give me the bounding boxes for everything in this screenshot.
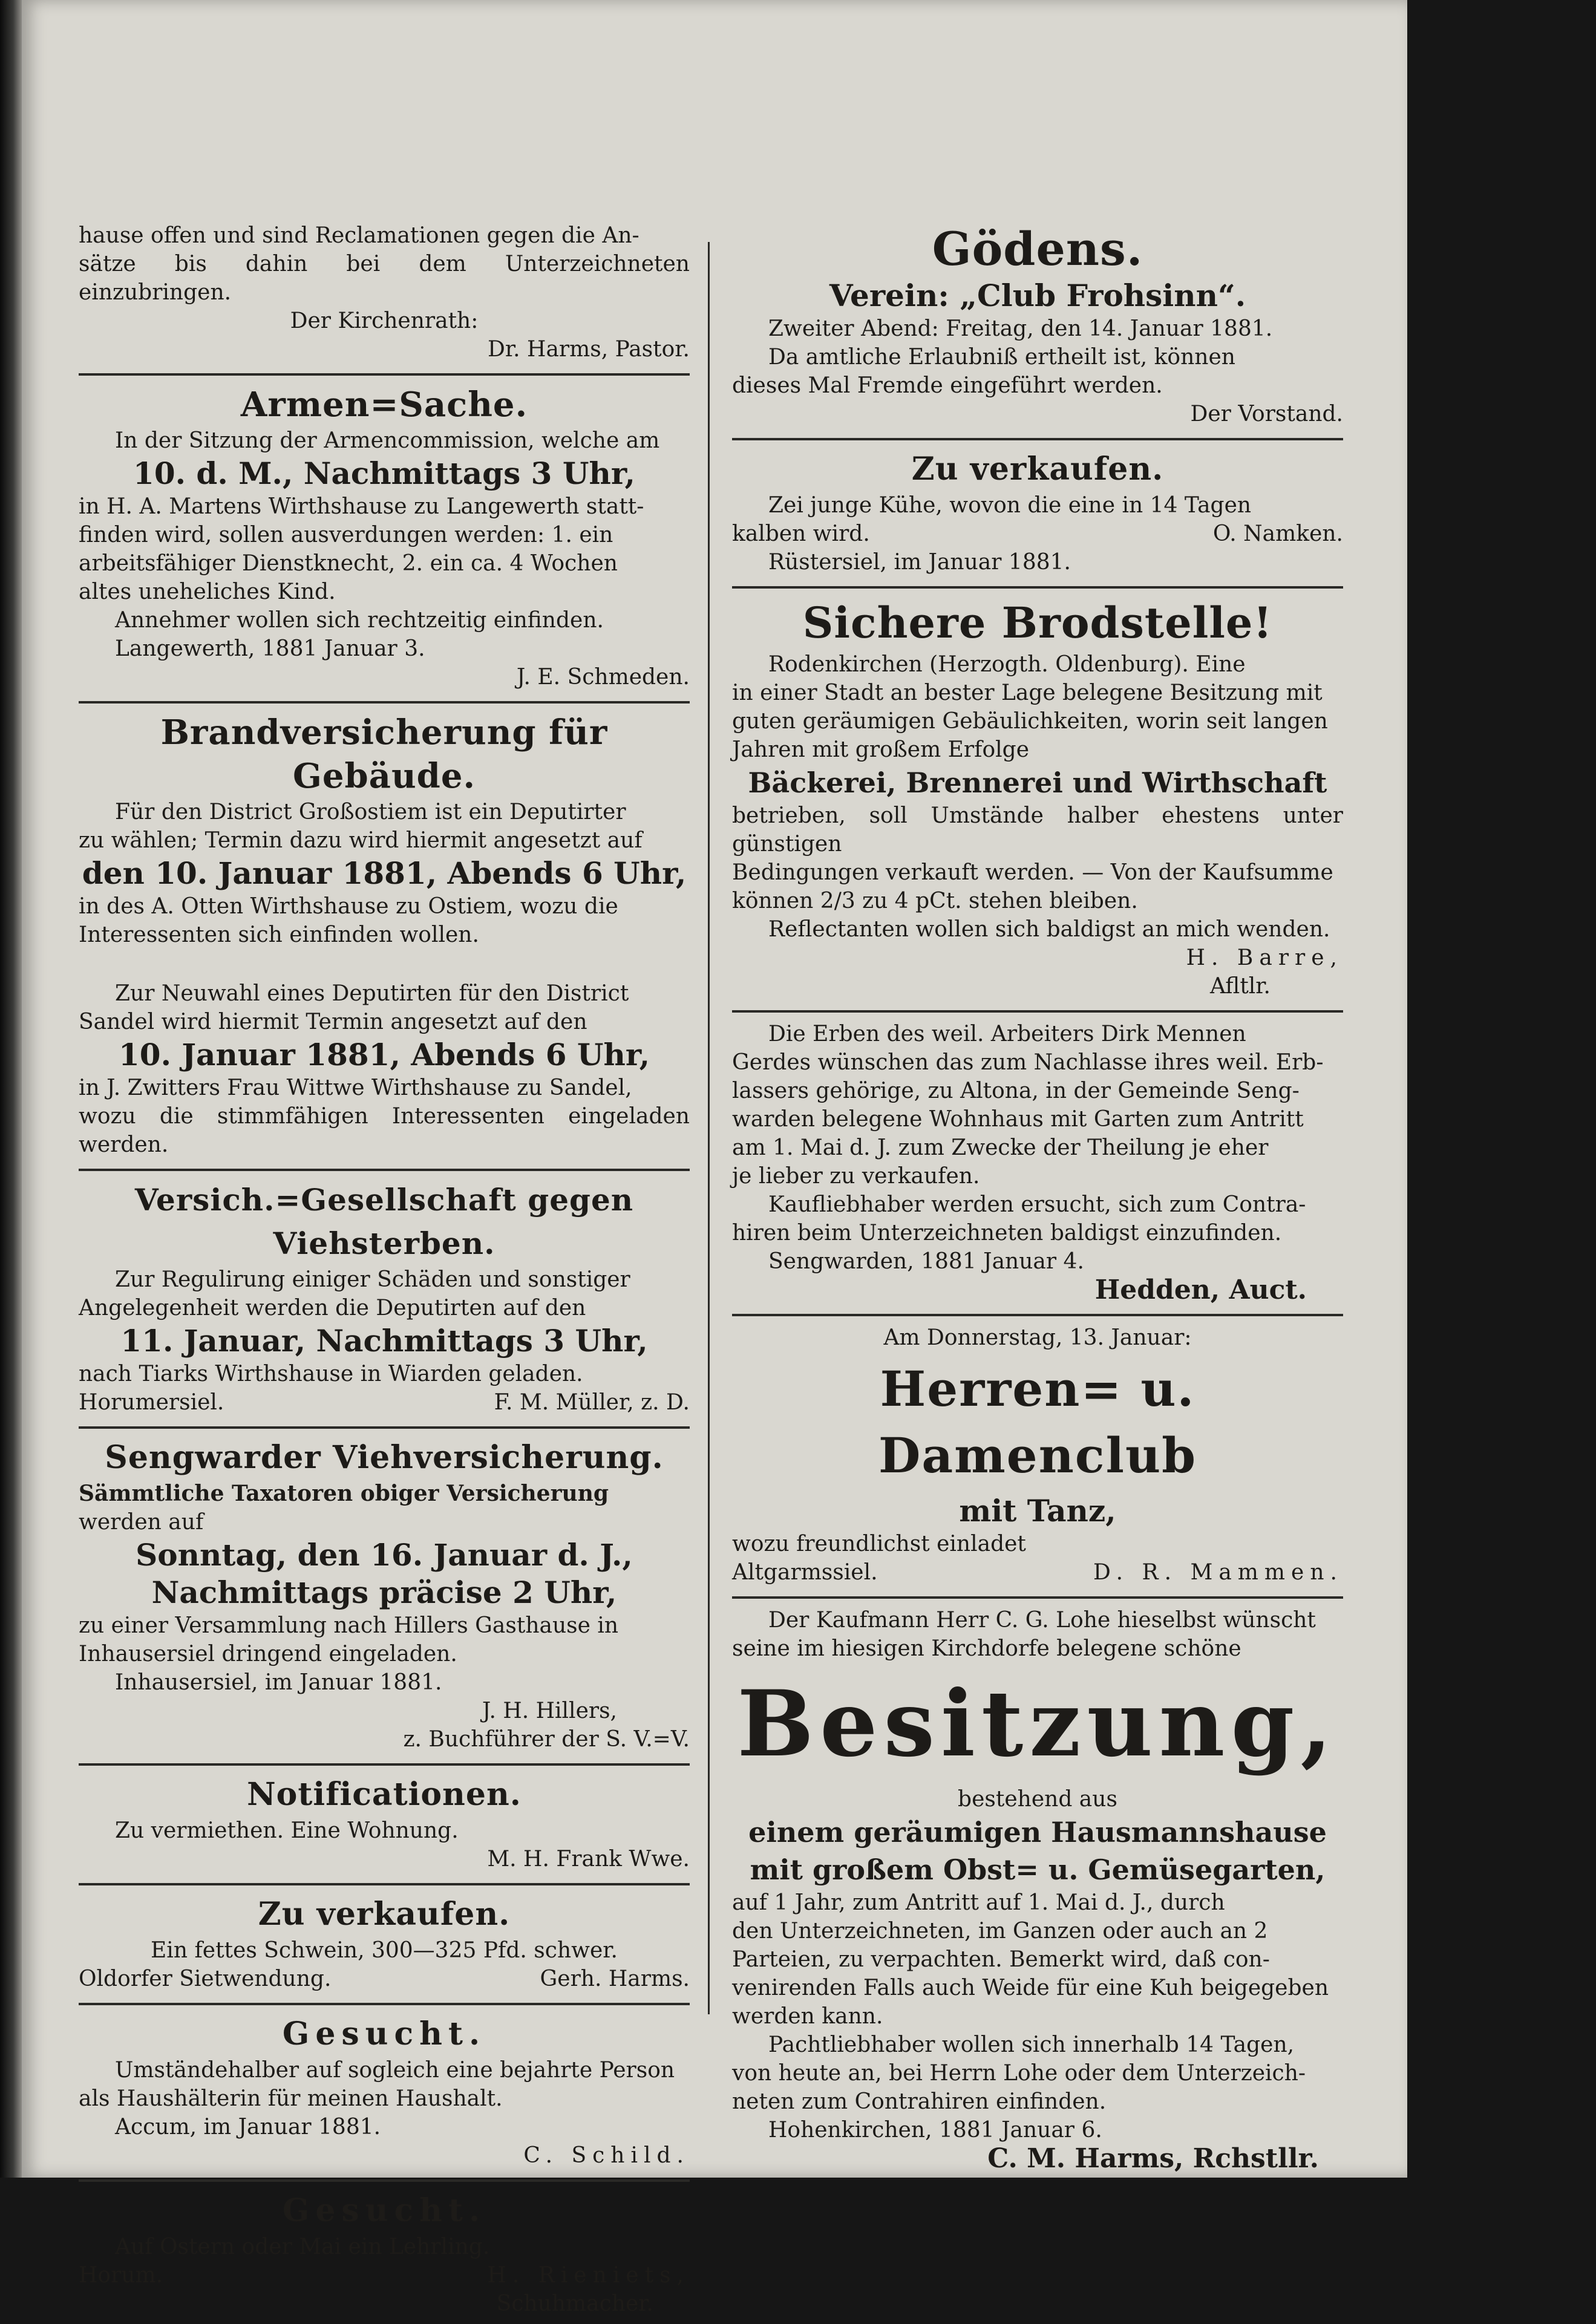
text-line: betrieben, soll Umstände halber ehestens unter günstigen	[732, 803, 1343, 857]
poor-relief-ad	[79, 379, 690, 697]
text-line: Sandel wird hiermit Termin angesetzt auf den	[79, 1010, 587, 1034]
cattle-insurance-ad	[79, 1175, 690, 1423]
text-line: Reflectanten wollen sich baldigst an mich wenden.	[768, 917, 1330, 942]
column-divider	[708, 242, 710, 2014]
church-council-notice	[79, 218, 690, 370]
text-line: Am Donnerstag, 13. Januar:	[883, 1325, 1192, 1350]
place-signature-line	[79, 2261, 690, 2290]
text-line: seine im hiesigen Kirchdorfe belegene schöne	[732, 1636, 1241, 1661]
divider	[732, 438, 1343, 440]
text-line: Sengwarden, 1881 Januar 4.	[768, 1249, 1084, 1274]
text-line: Umständehalber auf sogleich eine bejahrte Person	[115, 2058, 675, 2083]
text-line: warden belegene Wohnhaus mit Garten zum Antritt	[732, 1107, 1304, 1132]
place: Horumersiel.	[79, 1390, 224, 1415]
text-fragment: kalben wird.	[732, 521, 870, 546]
text-line: dieses Mal Fremde eingeführt werden.	[732, 373, 1163, 398]
text-line: am 1. Mai d. J. zum Zwecke der Theilung je eher	[732, 1135, 1269, 1160]
divider	[79, 2003, 690, 2005]
place-signature-line	[79, 1388, 690, 1417]
ad-title: Brandversicherung für Gebäude.	[160, 713, 608, 796]
place: Oldorfer Sietwendung.	[79, 1967, 332, 1991]
text-line: Der Kirchenrath:	[290, 308, 479, 333]
text-line: hause offen und sind Reclamationen gegen die An-	[79, 223, 639, 248]
text-line: Inhausersiel dringend eingeladen.	[79, 1642, 457, 1666]
text-line: wozu die stimmfähigen Interessenten eingeladen werden.	[79, 1104, 690, 1157]
text-line: bestehend aus	[958, 1787, 1117, 1812]
text-line: Angelegenheit werden die Deputirten auf den	[79, 1296, 586, 1320]
signature: D. R. Mammen.	[1093, 1560, 1343, 1585]
signature: O. Namken.	[1212, 521, 1343, 546]
signature: Gerh. Harms.	[540, 1967, 690, 1991]
signature: F. M. Müller, z. D.	[494, 1390, 690, 1415]
signature: J. E. Schmeden.	[516, 665, 690, 690]
text-line: Rodenkirchen (Herzogth. Oldenburg). Eine	[768, 652, 1246, 677]
ad-highlight: mit großem Obst= u. Gemüsegarten,	[750, 1853, 1326, 1886]
ad-title: Armen=Sache.	[240, 385, 528, 425]
text-line: in J. Zwitters Frau Wittwe Wirthshause zu Sandel,	[79, 1076, 632, 1100]
text-line: Die Erben des weil. Arbeiters Dirk Mennen	[768, 1022, 1246, 1046]
bakery-sale-ad	[732, 592, 1343, 1007]
text-signature-line	[732, 520, 1343, 548]
text-line: venirenden Falls auch Weide für eine Kuh beigegeben	[732, 1976, 1329, 2000]
divider	[79, 1763, 690, 1766]
text-line: sätze bis dahin bei dem Unterzeichneten einzubringen.	[79, 252, 690, 305]
divider	[79, 1883, 690, 1885]
ad-title: Sengwarder Viehversicherung.	[105, 1439, 664, 1476]
deputy-election-ad	[79, 955, 690, 1165]
text-line: neten zum Contrahiren einfinden.	[732, 2089, 1107, 2114]
text-line: Zur Regulirung einiger Schäden und sonstiger	[115, 1267, 630, 1292]
ad-date: Sonntag, den 16. Januar d. J.,	[136, 1537, 633, 1573]
text-line: Zweiter Abend: Freitag, den 14. Januar 1881.	[768, 316, 1273, 341]
left-column	[79, 218, 690, 2324]
signature-title: Afltlr.	[1209, 974, 1271, 999]
pig-sale-ad	[79, 1889, 690, 1999]
divider	[79, 1169, 690, 1171]
text-line: In der Sitzung der Armencommission, welche am	[115, 428, 660, 453]
signature: Hedden, Auct.	[1094, 1275, 1307, 1305]
text-line: Parteien, zu verpachten. Bemerkt wird, daß con-	[732, 1947, 1270, 1972]
apprentice-wanted-ad	[79, 2185, 690, 2324]
text-line: in H. A. Martens Wirthshause zu Langewerth statt-	[79, 494, 644, 519]
text-line: finden wird, sollen ausverdungen werden: 1. ein	[79, 523, 613, 547]
text-line: Da amtliche Erlaubniß ertheilt ist, können	[768, 345, 1235, 370]
divider	[732, 586, 1343, 589]
ad-time: Nachmittags präcise 2 Uhr,	[151, 1575, 617, 1610]
cows-sale-ad	[732, 444, 1343, 583]
divider	[79, 373, 690, 376]
ad-subtitle: mit Tanz,	[959, 1493, 1116, 1529]
place-signature-line	[79, 1965, 690, 1993]
place: Horum.	[79, 2263, 163, 2288]
sengwarder-cattle-ad	[79, 1432, 690, 1760]
divider	[79, 2179, 690, 2182]
signature-title: Schuhmacher.	[496, 2291, 653, 2316]
ad-date: 11. Januar, Nachmittags 3 Uhr,	[120, 1323, 648, 1359]
text-line: Ein fettes Schwein, 300—325 Pfd. schwer.	[151, 1938, 618, 1963]
text-line: Zu vermiethen. Eine Wohnung.	[115, 1818, 459, 1843]
ad-date: 10. d. M., Nachmittags 3 Uhr,	[133, 455, 635, 491]
text-line: hiren beim Unterzeichneten baldigst einzufinden.	[732, 1221, 1282, 1245]
text-line: werden auf	[79, 1510, 204, 1535]
text-line: den Unterzeichneten, im Ganzen oder auch an 2	[732, 1919, 1268, 1944]
text-line: Gerdes wünschen das zum Nachlasse ihres weil. Erb-	[732, 1050, 1324, 1075]
ad-title: Sichere Brodstelle!	[802, 598, 1273, 648]
signature: H. Barre,	[1186, 945, 1343, 970]
ad-title: Herren= u. Damenclub	[878, 1360, 1197, 1484]
house-sale-ad	[732, 1016, 1343, 1310]
signature: C. Schild.	[523, 2143, 690, 2168]
signature: J. H. Hillers,	[482, 1699, 617, 1723]
text-line: Rüstersiel, im Januar 1881.	[768, 550, 1071, 575]
text-line: werden kann.	[732, 2004, 883, 2029]
text-line: wozu freundlichst einladet	[732, 1532, 1026, 1556]
text-line: lassers gehörige, zu Altona, in der Gemeinde Seng-	[732, 1079, 1300, 1103]
signature: Der Vorstand.	[1190, 402, 1343, 426]
divider	[732, 1596, 1343, 1599]
text-line: Interessenten sich einfinden wollen.	[79, 922, 479, 947]
text-line: Hohenkirchen, 1881 Januar 6.	[768, 2118, 1102, 2143]
housekeeper-wanted-ad	[79, 2009, 690, 2176]
text-line: Kaufliebhaber werden ersucht, sich zum Contra-	[768, 1192, 1306, 1217]
text-line: Langewerth, 1881 Januar 3.	[115, 636, 425, 661]
text-line: Der Kaufmann Herr C. G. Lohe hieselbst wünscht	[768, 1608, 1316, 1633]
notifications-ad	[79, 1769, 690, 1879]
signature: H. Rieniets,	[487, 2263, 690, 2288]
divider	[732, 1314, 1343, 1316]
text-line: auf 1 Jahr, zum Antritt auf 1. Mai d. J., durch	[732, 1890, 1225, 1915]
text-line: Jahren mit großem Erfolge	[732, 737, 1029, 762]
text-line: Pachtliebhaber wollen sich innerhalb 14 Tagen,	[768, 2032, 1295, 2057]
signature: M. H. Frank Wwe.	[487, 1847, 690, 1872]
ad-date: den 10. Januar 1881, Abends 6 Uhr,	[82, 855, 687, 891]
ad-subtitle: Verein: „Club Frohsinn“.	[829, 278, 1246, 313]
ad-title: Zu verkaufen.	[911, 451, 1164, 488]
ad-highlight: Bäckerei, Brennerei und Wirthschaft	[748, 766, 1327, 799]
divider	[79, 1426, 690, 1429]
text-line: Für den District Großostiem ist ein Deputirter	[115, 800, 626, 824]
text-line: Auf Ostern oder Mai ein Lehrling.	[115, 2234, 490, 2259]
text-line: in des A. Otten Wirthshause zu Ostiem, wozu die	[79, 894, 618, 919]
text-line: als Haushälterin für meinen Haushalt.	[79, 2086, 503, 2111]
fire-insurance-ad	[79, 707, 690, 955]
text-line: in einer Stadt an bester Lage belegene Besitzung mit	[732, 681, 1323, 705]
ad-title: Gödens.	[932, 222, 1143, 276]
text-line: Zur Neuwahl eines Deputirten für den District	[115, 981, 629, 1006]
text-line: Annehmer wollen sich rechtzeitig einfinden.	[115, 608, 604, 633]
ad-title: Besitzung,	[737, 1671, 1338, 1777]
text-line: können 2/3 zu 4 pCt. stehen bleiben.	[732, 889, 1138, 913]
text-line: altes uneheliches Kind.	[79, 579, 336, 604]
signature-title: z. Buchführer der S. V.=V.	[403, 1727, 690, 1752]
text-line: Bedingungen verkauft werden. — Von der Kaufsumme	[732, 860, 1333, 885]
text-line: Sämmtliche Taxatoren obiger Versicherung	[79, 1481, 609, 1506]
place-signature-line	[732, 1558, 1343, 1587]
ad-title: Zu verkaufen.	[258, 1896, 511, 1933]
text-line: arbeitsfähiger Dienstknecht, 2. ein ca. 4 Wochen	[79, 551, 618, 576]
text-line: zu wählen; Termin dazu wird hiermit angesetzt auf	[79, 828, 643, 853]
right-column	[732, 218, 1343, 2179]
place: Altgarmssiel.	[732, 1560, 878, 1585]
book-spine	[0, 0, 22, 2178]
text-line: guten geräumigen Gebäulichkeiten, worin seit langen	[732, 709, 1328, 734]
ad-title: Gesucht.	[282, 2016, 486, 2052]
text-line: Accum, im Januar 1881.	[115, 2115, 381, 2140]
text-line: nach Tiarks Wirthshause in Wiarden geladen.	[79, 1362, 583, 1386]
ad-title: Versich.=Gesellschaft gegen Viehsterben.	[134, 1182, 634, 1261]
text-line: Inhausersiel, im Januar 1881.	[115, 1670, 442, 1695]
club-frohsinn-ad	[732, 218, 1343, 434]
text-line: je lieber zu verkaufen.	[732, 1164, 980, 1189]
text-line: von heute an, bei Herrn Lohe oder dem Unterzeich-	[732, 2061, 1306, 2086]
gentlemen-ladies-club-ad	[732, 1320, 1343, 1593]
ad-title: Notificationen.	[247, 1776, 522, 1813]
ad-title: Gesucht.	[282, 2192, 486, 2229]
divider	[79, 701, 690, 703]
text-line: zu einer Versammlung nach Hillers Gasthause in	[79, 1613, 619, 1638]
ad-date: 10. Januar 1881, Abends 6 Uhr,	[119, 1037, 650, 1072]
text-line: Zei junge Kühe, wovon die eine in 14 Tagen	[768, 493, 1252, 518]
divider	[732, 1010, 1343, 1013]
signature: C. M. Harms, Rchstllr.	[987, 2143, 1319, 2174]
property-lease-ad	[732, 1602, 1343, 2179]
ad-highlight: einem geräumigen Hausmannshause	[748, 1816, 1327, 1849]
signature: Dr. Harms, Pastor.	[488, 337, 690, 362]
